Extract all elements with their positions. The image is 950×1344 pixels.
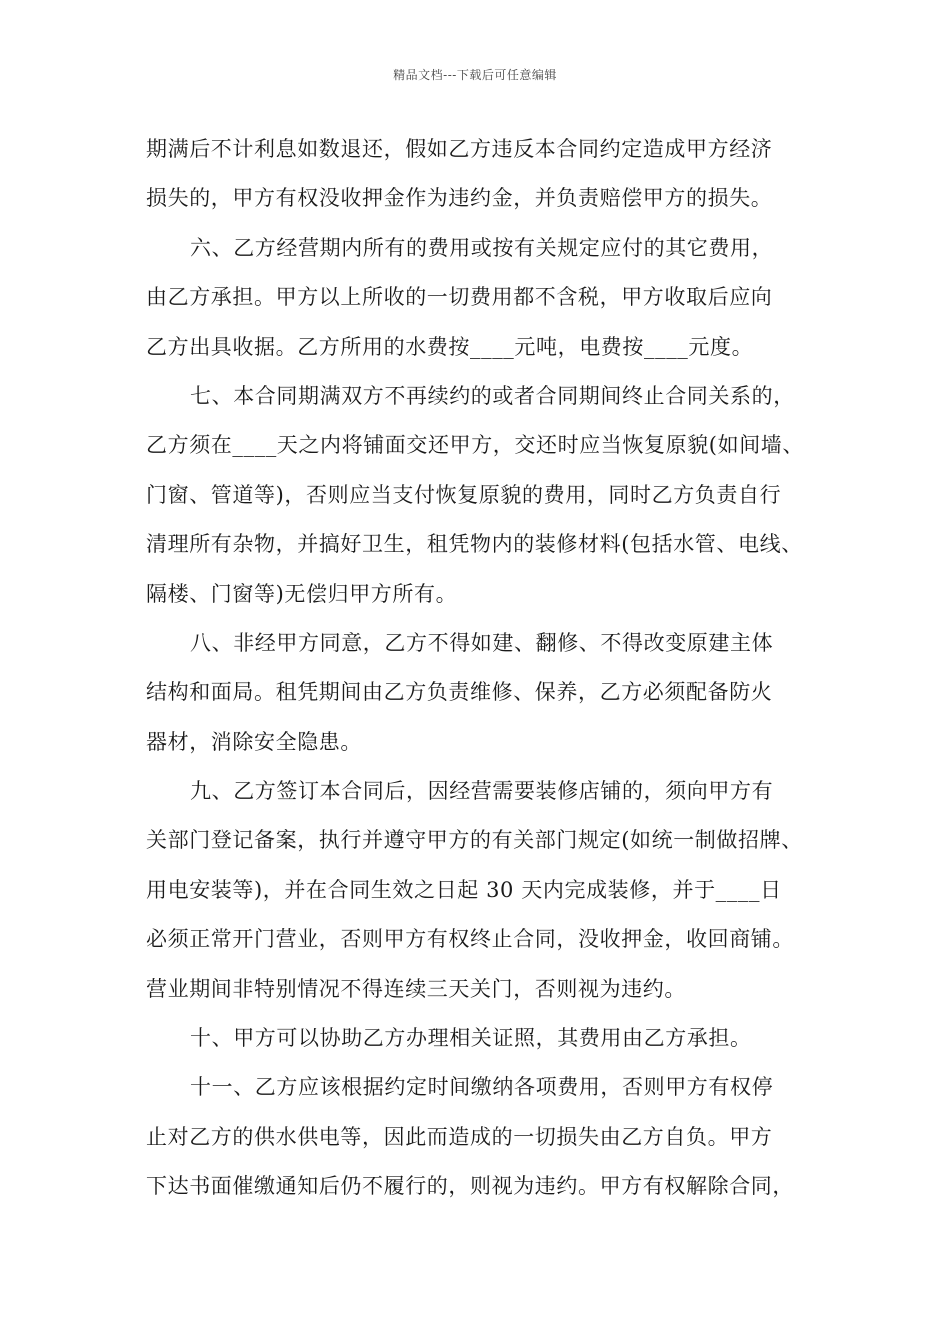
text-line: 下达书面催缴通知后仍不履行的，则视为违约。甲方有权解除合同， (146, 1174, 794, 1199)
document-body (146, 125, 826, 1212)
text-line: 关部门登记备案，执行并遵守甲方的有关部门规定(如统一制做招牌、 (146, 828, 803, 853)
text-line: 结构和面局。租凭期间由乙方负责维修、保养，乙方必须配备防火 (146, 680, 773, 705)
text-line: 七、本合同期满双方不再续约的或者合同期间终止合同关系的， (190, 383, 795, 408)
text-line: 十一、乙方应该根据约定时间缴纳各项费用，否则甲方有权停 (190, 1075, 774, 1100)
text-line: 止对乙方的供水供电等，因此而造成的一切损失由乙方自负。甲方 (146, 1124, 773, 1149)
text-line: 门窗、管道等)，否则应当支付恢复原貌的费用，同时乙方负责自行 (146, 482, 782, 507)
text-line: 营业期间非特别情况不得连续三天关门，否则视为违约。 (146, 976, 686, 1001)
text-line: 器材，消除安全隐患。 (146, 729, 362, 754)
text-line: 九、乙方签订本合同后，因经营需要装修店铺的，须向甲方有 (190, 779, 774, 804)
text-line: 期满后不计利息如数退还，假如乙方违反本合同约定造成甲方经济 (146, 137, 773, 161)
text-line: 用电安装等)，并在合同生效之日起 30 天内完成装修，并于____日 (146, 877, 782, 902)
text-line: 由乙方承担。甲方以上所收的一切费用都不含税，甲方收取后应向 (146, 285, 773, 310)
text-line: 乙方须在____天之内将铺面交还甲方，交还时应当恢复原貌(如间墙、 (146, 433, 804, 458)
text-line: 隔楼、门窗等)无偿归甲方所有。 (146, 581, 458, 606)
text-line: 必须正常开门营业，否则甲方有权终止合同，没收押金，收回商铺。 (146, 927, 794, 952)
page-header: 精品文档---下载后可任意编辑 (393, 68, 557, 82)
text-line: 损失的，甲方有权没收押金作为违约金，并负责赔偿甲方的损失。 (146, 186, 773, 211)
text-line: 乙方出具收据。乙方所用的水费按____元吨，电费按____元度。 (146, 334, 754, 359)
text-line: 八、非经甲方同意，乙方不得如建、翻修、不得改变原建主体 (190, 630, 774, 655)
text-line: 清理所有杂物，并搞好卫生，租凭物内的装修材料(包括水管、电线、 (146, 532, 803, 557)
text-line: 十、甲方可以协助乙方办理相关证照，其费用由乙方承担。 (190, 1026, 752, 1051)
text-line: 六、乙方经营期内所有的费用或按有关规定应付的其它费用， (190, 235, 774, 260)
